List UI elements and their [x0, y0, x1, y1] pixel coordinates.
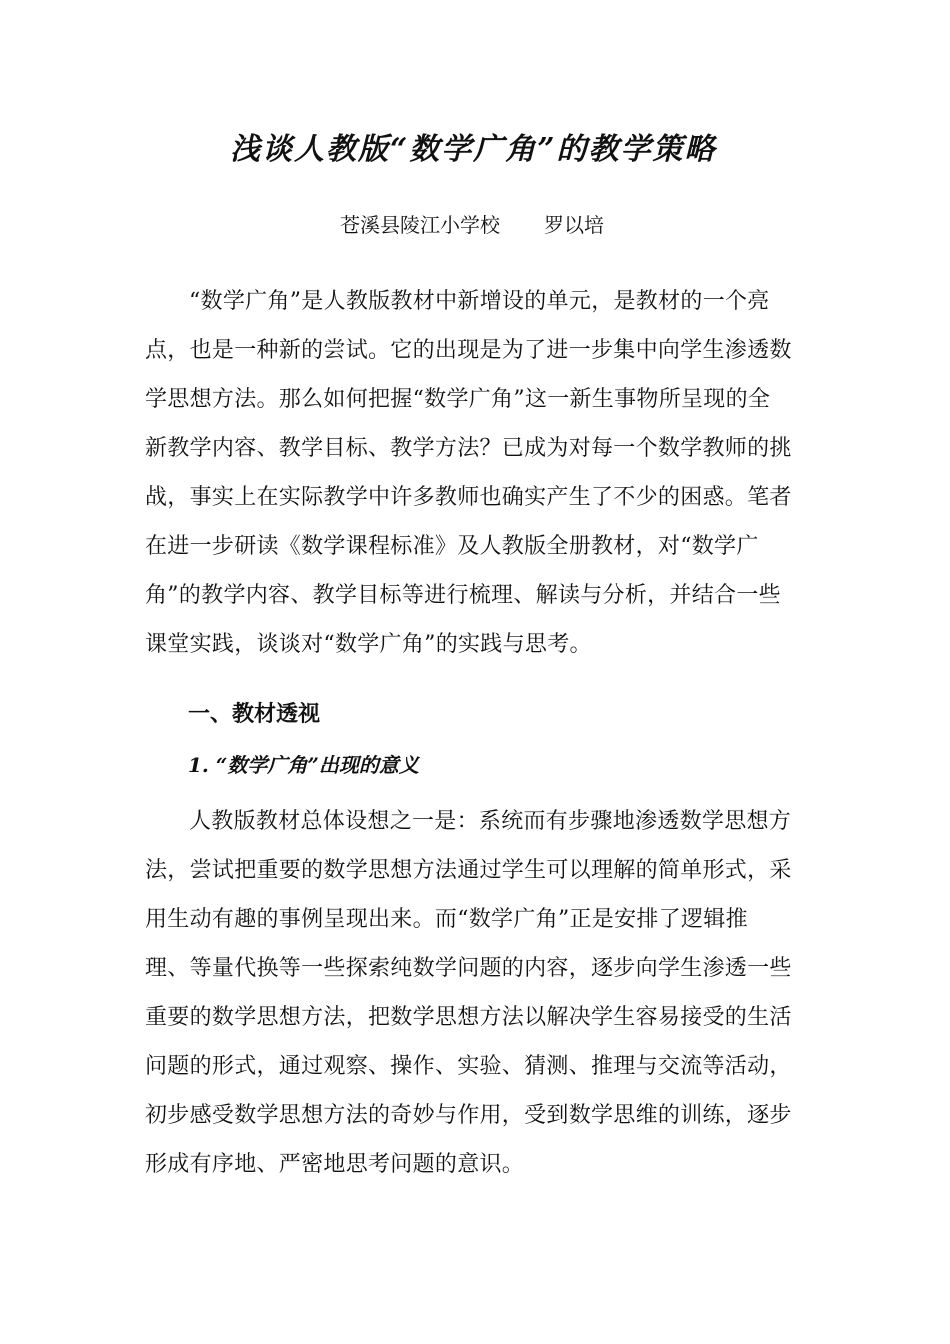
paragraph-line: 角”的教学内容、教学目标等进行梳理、解读与分析，并结合一些: [145, 583, 781, 608]
paragraph-line: 理、等量代换等一些探索纯数学问题的内容，逐步向学生渗透一些: [145, 956, 792, 981]
paragraph-line: 新教学内容、教学目标、教学方法？已成为对每一个数学教师的挑: [145, 436, 792, 461]
paragraph-line: “数学广角”是人教版教材中新增设的单元，是教材的一个亮: [189, 289, 770, 314]
byline: [340, 208, 760, 242]
section-paragraph: [145, 797, 795, 1189]
paragraph-line: 战，事实上在实际教学中许多教师也确实产生了不少的困惑。笔者: [145, 485, 792, 510]
paragraph-line: 学思想方法。那么如何把握“数学广角”这一新生事物所呈现的全: [145, 387, 771, 412]
paragraph-line: 问题的形式，通过观察、操作、实验、猜测、推理与交流等活动，: [145, 1054, 792, 1079]
author-name: 罗以培: [544, 213, 604, 237]
subsection-heading: 1. “数学广角”出现的意义: [188, 753, 419, 777]
paragraph-line: 重要的数学思想方法，把数学思想方法以解决学生容易接受的生活: [145, 1005, 792, 1030]
paragraph-line: 初步感受数学思想方法的奇妙与作用，受到数学思维的训练，逐步: [145, 1103, 792, 1128]
paragraph-line: 用生动有趣的事例呈现出来。而“数学广角”正是安排了逻辑推: [145, 907, 748, 932]
paragraph-line: 课堂实践，谈谈对“数学广角”的实践与思考。: [145, 632, 592, 657]
paragraph-line: 人教版教材总体设想之一是：系统而有步骤地渗透数学思想方: [189, 809, 792, 834]
school-name: 苍溪县陵江小学校: [340, 213, 500, 237]
section-heading: 一、教材透视: [188, 702, 321, 727]
paragraph-line: 点，也是一种新的尝试。它的出现是为了进一步集中向学生渗透数: [145, 338, 792, 363]
paragraph-line: 法，尝试把重要的数学思想方法通过学生可以理解的简单形式，采: [145, 858, 792, 883]
document-title: 浅谈人教版“数学广角”的教学策略: [230, 132, 717, 167]
intro-paragraph: [145, 277, 795, 669]
paragraph-line: 形成有序地、严密地思考问题的意识。: [145, 1152, 525, 1177]
paragraph-line: 在进一步研读《数学课程标准》及人教版全册教材，对“数学广: [145, 534, 759, 559]
